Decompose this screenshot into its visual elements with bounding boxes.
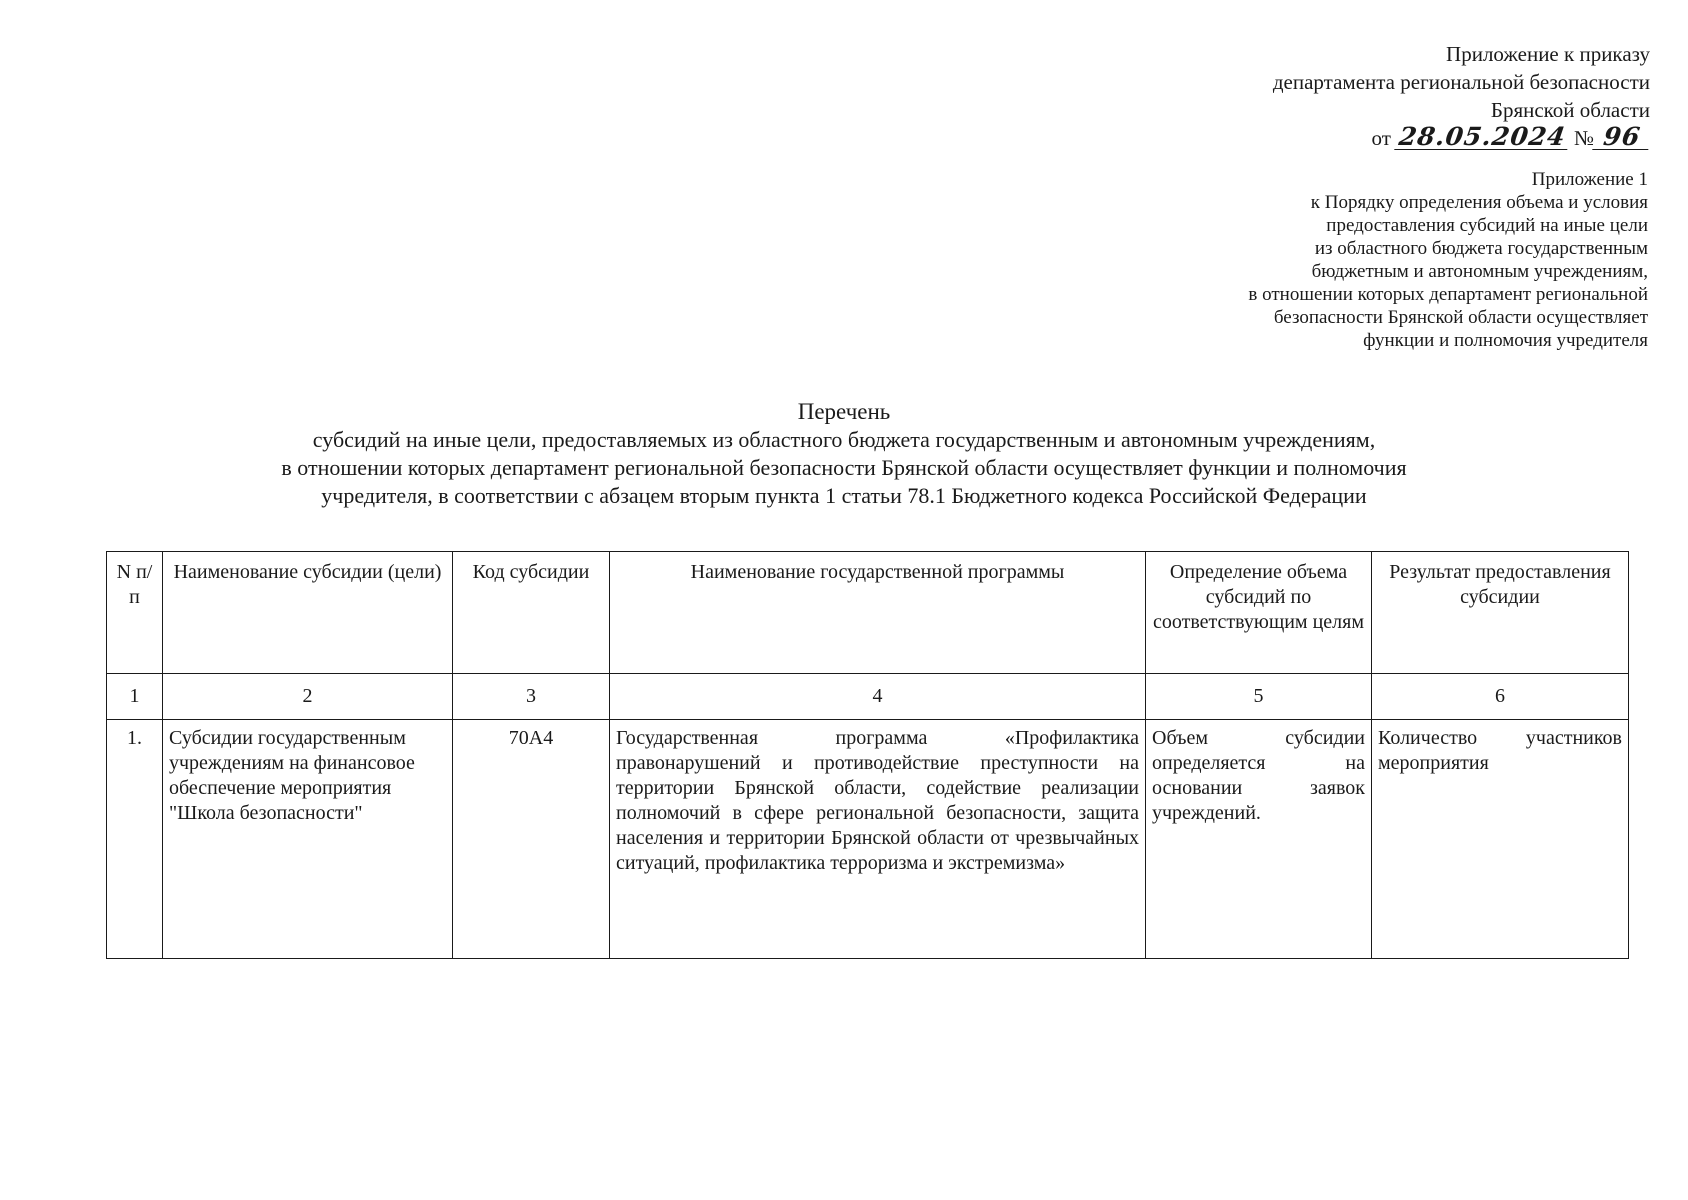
table-header-row: [107, 552, 1629, 674]
column-number: 1: [107, 674, 163, 720]
subsidies-table: [106, 551, 1629, 959]
cell-program-name: Государственная программа «Профилактика правонарушений и противодействие преступности на территории Брянской области, содействие реализации полномочий в сфере региональной безопасности, защита населения и территории Брянской области от чрезвычайных ситуаций, профилактика терроризма и экстремизма»: [610, 720, 1146, 959]
procedure-appendix-line: к Порядку определения объема и условия: [1310, 192, 1648, 213]
document-title: Перечень: [797, 399, 891, 424]
column-header-subsidy-code: Код субсидии: [453, 552, 610, 674]
document-subtitle-line: учредителя, в соответствии с абзацем вторым пункта 1 статьи 78.1 Бюджетного кодекса Российской Федерации: [321, 483, 1367, 508]
column-number: 6: [1372, 674, 1629, 720]
table-row: [107, 720, 1629, 959]
cell-result: Количество участников мероприятия: [1372, 720, 1629, 959]
procedure-appendix-line: из областного бюджета государственным: [1314, 238, 1648, 259]
table-column-numbers-row: [107, 674, 1629, 720]
procedure-appendix-line: функции и полномочия учредителя: [1363, 330, 1648, 351]
procedure-appendix-line: Приложение 1: [1531, 169, 1648, 190]
column-number: 4: [610, 674, 1146, 720]
date-prefix: от: [1371, 126, 1391, 150]
column-header-number: N п/п: [107, 552, 163, 674]
column-header-subsidy-name: Наименование субсидии (цели): [163, 552, 453, 674]
cell-subsidy-name: Субсидии государственным учреждениям на финансовое обеспечение мероприятия "Школа безопасности": [163, 720, 453, 959]
cell-volume-definition: Объем субсидии определяется на основании заявок учреждений.: [1146, 720, 1372, 959]
cell-subsidy-code: 70А4: [453, 720, 610, 959]
order-appendix-line: департамента региональной безопасности: [1272, 70, 1650, 94]
order-appendix-line: Брянской области: [1490, 98, 1650, 122]
column-header-volume-definition: Определение объема субсидий по соответствующим целям: [1146, 552, 1372, 674]
document-title-block: [0, 398, 1688, 510]
procedure-appendix-line: безопасности Брянской области осуществляет: [1273, 307, 1648, 328]
document-subtitle-line: субсидий на иные цели, предоставляемых из областного бюджета государственным и автономным учреждениям,: [312, 427, 1376, 452]
column-number: 5: [1146, 674, 1372, 720]
column-number: 2: [163, 674, 453, 720]
column-number: 3: [453, 674, 610, 720]
handwritten-date: 28.05.2024: [1394, 125, 1570, 150]
order-appendix-line: Приложение к приказу: [1446, 42, 1650, 66]
document-subtitle-line: в отношении которых департамент региональной безопасности Брянской области осуществляет функции и полномочия: [281, 455, 1407, 480]
procedure-appendix-block: [1178, 168, 1648, 352]
procedure-appendix-line: бюджетным и автономным учреждениям,: [1311, 261, 1648, 282]
handwritten-number: 96: [1592, 125, 1652, 150]
cell-row-number: 1.: [107, 720, 163, 959]
column-header-result: Результат предоставления субсидии: [1372, 552, 1629, 674]
procedure-appendix-line: предоставления субсидий на иные цели: [1326, 215, 1648, 236]
column-header-program-name: Наименование государственной программы: [610, 552, 1146, 674]
procedure-appendix-line: в отношении которых департамент региональной: [1248, 284, 1648, 305]
order-appendix-block: [1130, 40, 1650, 152]
number-prefix: №: [1573, 126, 1594, 150]
order-date-number-line: [1130, 124, 1650, 152]
